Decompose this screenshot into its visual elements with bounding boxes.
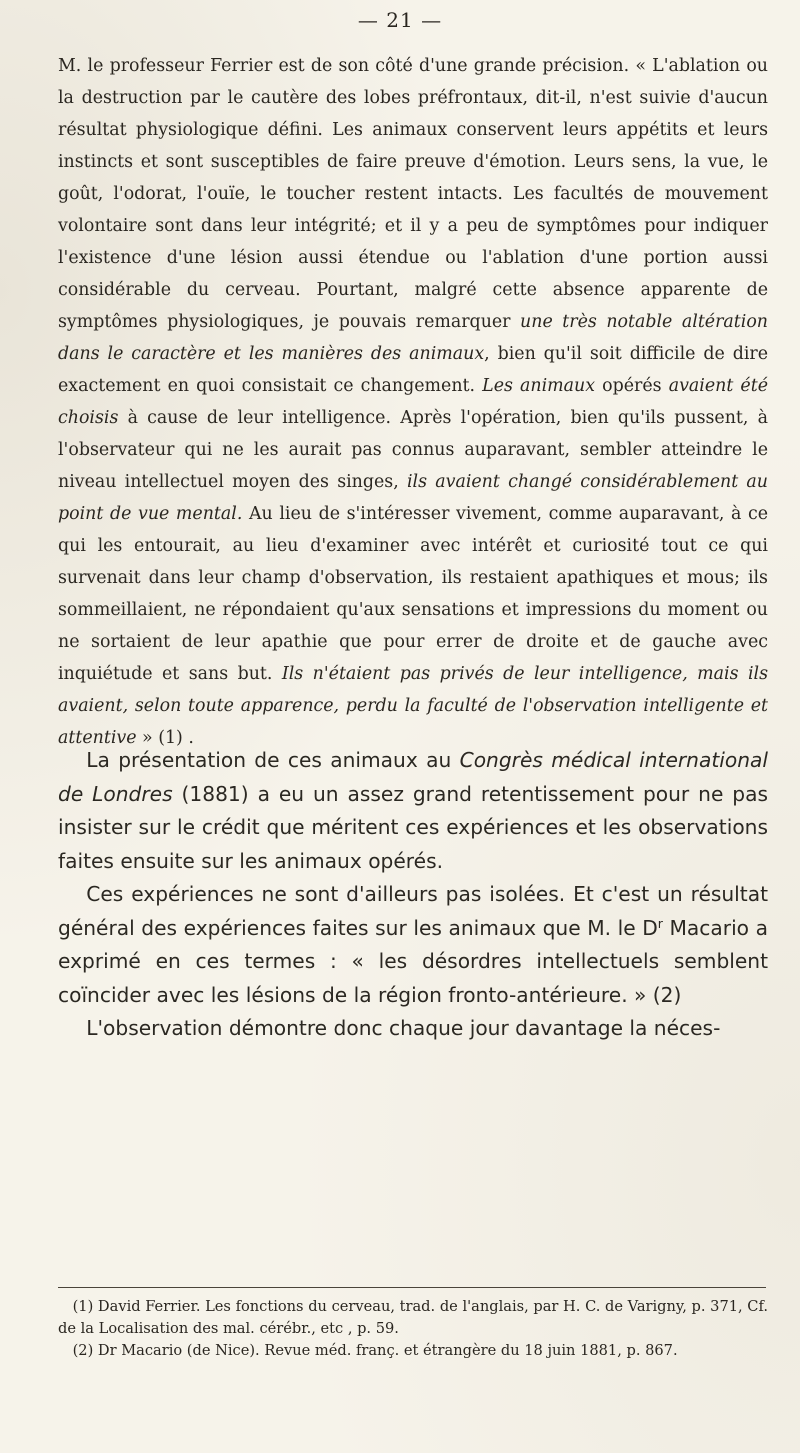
body-emphasis: Congrès médical international de Londres <box>58 748 768 806</box>
quote-emphasis: Ils n'étaient pas privés de leur intelligence, mais ils avaient, selon toute apparence, perdu la faculté de l'observation intelligente et attentive <box>58 664 768 748</box>
footnotes <box>58 1296 768 1362</box>
page-number: — 21 — <box>357 8 443 32</box>
body-text: Macario a exprimé en ces termes : « les désordres intellectuels semblent coïncider avec les lésions de la région fronto-antérieure. » (2) <box>58 915 768 1007</box>
body-paragraph: L'observation démontre donc chaque jour davantage la néces- <box>86 1016 721 1040</box>
quote-emphasis: avaient été choisis <box>58 376 768 428</box>
quote-text: , bien qu'il soit difficile de dire exactement en quoi consistait ce changement. <box>58 344 769 396</box>
quote-text: M. le professeur Ferrier est de son côté d'une grande précision. « L'ablation ou la destruction par le cautère des lobes préfrontaux, dit-il, n'est suivie d'aucun résultat physiologique défini. Les animaux conservent leurs appétits et leurs instincts et sont susceptibles de faire preuve d'émotion. Leurs sens, la vue, le goût, l'odorat, l'ouïe, le toucher restent intacts. Les facultés de mouvement volontaire sont dans leur intégrité; et il y a peu de symptômes pour indiquer l'existence d'une lésion aussi étendue ou l'ablation d'une portion aussi considérable du cerveau. Pourtant, malgré cette absence apparente de symptômes physiologiques, je pouvais remarquer <box>58 56 768 332</box>
body-superscript: r <box>657 915 663 931</box>
body-text: (1881) a eu un assez grand retentissement pour ne pas insister sur le crédit que méritent ces expériences et les observations faites ensuite sur les animaux opérés. <box>58 781 768 873</box>
quote-text: » (1) . <box>136 728 194 748</box>
footnote-divider <box>58 1287 766 1288</box>
body-text: Ces expériences ne sont d'ailleurs pas isolées. Et c'est un résultat général des expériences faites sur les animaux que M. le D <box>58 882 768 940</box>
body-paragraph <box>58 744 768 878</box>
quote-text: opérés <box>595 376 669 396</box>
quote-text: à cause de leur intelligence. Après l'opération, bien qu'ils pussent, à l'observateur qui ne les aurait pas connus auparavant, sembler atteindre le niveau intellectuel moyen des singes, <box>58 408 768 492</box>
footnote: (2) Dr Macario (de Nice). Revue méd. franç. et étrangère du 18 juin 1881, p. 867. <box>72 1342 678 1359</box>
body-paragraph <box>58 878 768 1012</box>
quote-emphasis: Les animaux <box>482 376 596 396</box>
main-text <box>58 744 768 1046</box>
footnote: (1) David Ferrier. Les fonctions du cerveau, trad. de l'anglais, par H. C. de Varigny, p. 371, Cf. de la Localisation des mal. cérébr., etc , p. 59. <box>58 1298 768 1337</box>
quote-emphasis: ils avaient changé considérablement au point de vue mental. <box>58 472 768 524</box>
quoted-passage <box>58 50 768 754</box>
quote-paragraph <box>58 50 768 754</box>
quote-emphasis: une très notable altération dans le caractère et les manières des animaux <box>58 312 769 364</box>
body-text: La présentation de ces animaux au <box>86 748 460 772</box>
quote-text: Au lieu de s'intéresser vivement, comme auparavant, à ce qui les entourait, au lieu d'examiner avec intérêt et curiosité tout ce qui survenait dans leur champ d'observation, ils restaient apathiques et mous; ils sommeillaient, ne répondaient qu'aux sensations et impressions du moment ou ne sortaient de leur apathie que pour errer de droite et de gauche avec inquiétude et sans but. <box>58 504 769 684</box>
